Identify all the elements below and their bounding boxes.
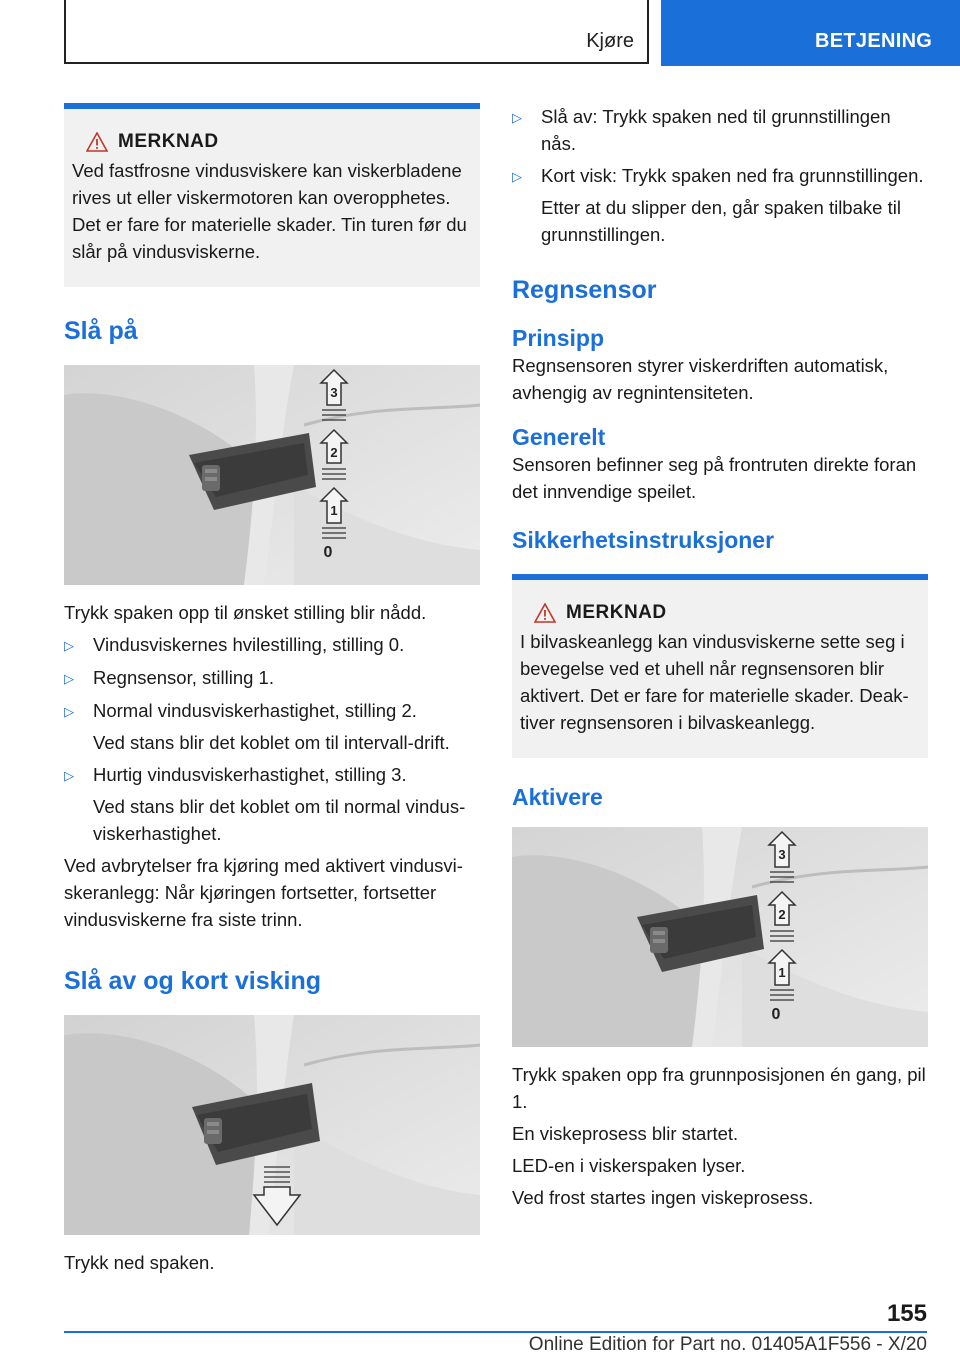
subheading-generelt: Generelt xyxy=(512,424,606,450)
note-text: I bilvaskeanlegg kan vindusviskerne sette seg i bevegelse ved et uhell når regnsensoren blir aktivert. Det er fare for materielle skader. Deaktiver regnsensoren i bilvaskeanlegg. xyxy=(520,631,909,733)
bullet-triangle-icon: ▷ xyxy=(64,768,74,783)
footer-edition: Online Edition for Part no. 01405A1F556 - X/20 xyxy=(528,1334,927,1355)
right-column xyxy=(512,103,928,1211)
figure-lever-down xyxy=(64,1015,480,1235)
bullet-triangle-icon: ▷ xyxy=(64,638,74,653)
position-list xyxy=(64,631,480,847)
heading-slaa-paa: Slå på xyxy=(64,317,138,345)
text-principle: Regnsensoren styrer viskerdriften automatisk, avhengig av regnintensiteten. xyxy=(512,355,889,403)
warning-note xyxy=(64,103,480,287)
warning-triangle-icon xyxy=(86,132,108,152)
text-interrupt: Ved avbrytelser fra kjøring med aktivert vindusviskeranlegg: Når kjøringen fortsetter, fortsetter vindusviskerne fra siste trinn. xyxy=(64,855,463,930)
chapter-tab[interactable]: BETJENING xyxy=(661,0,960,66)
subheading-sikkerhet: Sikkerhetsinstruksjoner xyxy=(512,527,775,553)
note-title: MERKNAD xyxy=(118,131,219,152)
bullet-triangle-icon: ▷ xyxy=(512,110,522,125)
note-title: MERKNAD xyxy=(566,602,667,623)
subheading-prinsipp: Prinsipp xyxy=(512,325,605,351)
text-activate-4: Ved frost startes ingen viskeprosess. xyxy=(512,1187,814,1208)
heading-slaa-av: Slå av og kort visking xyxy=(64,967,322,995)
figure-label-3: 3 xyxy=(778,847,786,862)
list-item: ▷ Hurtig vindusviskerhastighet, stilling 3. Ved stans blir det koblet om til normal vindusviskerhastighet. xyxy=(64,761,480,847)
page-number: 155 xyxy=(886,1300,927,1327)
note-text: Ved fastfrosne vindusviskere kan viskerbladene rives ut eller viskermotoren kan overopphetes. Det er fare for materielle skader. Tin turen før du slår på vindusviskerne. xyxy=(72,160,467,262)
figure-lever-activate xyxy=(512,827,928,1047)
list-item: ▷ Regnsensor, stilling 1. xyxy=(64,664,480,692)
figure-label-1: 1 xyxy=(330,503,338,518)
bullet-triangle-icon: ▷ xyxy=(64,704,74,719)
left-column xyxy=(64,103,480,1276)
figure-label-1: 1 xyxy=(778,965,786,980)
bullet-triangle-icon: ▷ xyxy=(512,169,522,184)
bullet-triangle-icon: ▷ xyxy=(64,671,74,686)
figure-label-0: 0 xyxy=(323,544,333,561)
text-activate-2: En viskeprosess blir startet. xyxy=(512,1123,739,1144)
text-activate-3: LED-en i viskerspaken lyser. xyxy=(512,1155,746,1176)
heading-regnsensor: Regnsensor xyxy=(512,276,657,304)
footer-rule xyxy=(64,1331,927,1333)
text-push-down: Trykk ned spaken. xyxy=(64,1252,215,1273)
figure-label-0: 0 xyxy=(771,1006,781,1023)
list-item: ▷ Kort visk: Trykk spaken ned fra grunnstillingen. Etter at du slipper den, går spaken tilbake til grunnstillingen. xyxy=(512,162,928,248)
text-push-up: Trykk spaken opp til ønsket stilling blir nådd. xyxy=(64,602,427,623)
list-item: ▷ Normal vindusviskerhastighet, stilling 2. Ved stans blir det koblet om til intervall-drift. xyxy=(64,697,480,756)
list-item: ▷ Vindusviskernes hvilestilling, stilling 0. xyxy=(64,631,480,659)
warning-triangle-icon xyxy=(534,603,556,623)
text-activate-1: Trykk spaken opp fra grunnposisjonen én gang, pil 1. xyxy=(512,1064,926,1112)
figure-lever-up xyxy=(64,365,480,585)
list-item: ▷ Slå av: Trykk spaken ned til grunnstillingen nås. xyxy=(512,103,928,157)
section-title: Kjøre xyxy=(586,30,634,52)
subheading-aktivere: Aktivere xyxy=(512,784,603,810)
off-list xyxy=(512,103,928,248)
figure-label-2: 2 xyxy=(778,907,786,922)
warning-note xyxy=(512,574,928,758)
text-general: Sensoren befinner seg på frontruten direkte foran det innvendige speilet. xyxy=(512,454,917,502)
header-frame xyxy=(64,0,649,64)
figure-label-3: 3 xyxy=(330,385,338,400)
figure-label-2: 2 xyxy=(330,445,338,460)
